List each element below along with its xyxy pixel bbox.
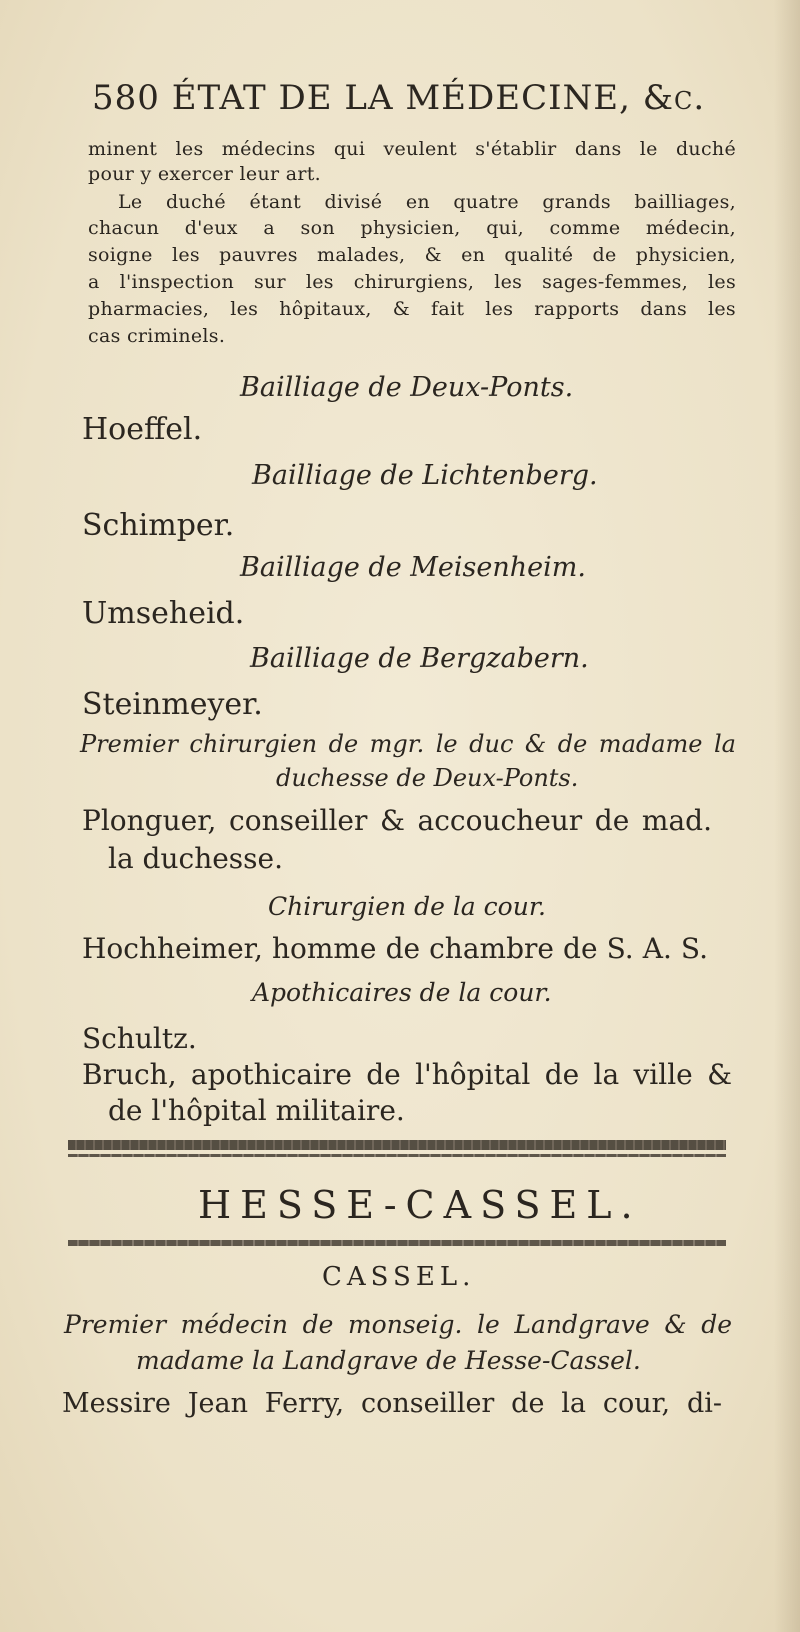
- section-heading: Bailliage de Deux-Ponts.: [240, 372, 574, 403]
- paragraph-line: pharmacies, les hôpitaux, & fait les rapports dans les: [88, 298, 736, 320]
- running-header: [92, 78, 705, 118]
- ornamental-rule-thin: [68, 1154, 726, 1157]
- section-heading: Chirurgien de la cour.: [268, 892, 546, 921]
- section-title: HESSE-CASSEL.: [198, 1183, 642, 1227]
- page-number: 580: [92, 78, 160, 118]
- section-heading: Apothicaires de la cour.: [252, 978, 552, 1007]
- paragraph-line: cas criminels.: [88, 325, 226, 347]
- person-name: Hoeffel.: [82, 412, 203, 447]
- paragraph-line: pour y exercer leur art.: [88, 163, 321, 185]
- person-name: Schimper.: [82, 508, 235, 543]
- paragraph-line: a l'inspection sur les chirurgiens, les sages-femmes, les: [88, 271, 736, 293]
- city-heading: CASSEL.: [322, 1262, 476, 1292]
- person-entry: la duchesse.: [108, 842, 283, 875]
- person-entry: Plonguer, conseiller & accoucheur de mad.: [82, 804, 712, 837]
- paragraph-line: Le duché étant divisé en quatre grands bailliages,: [118, 191, 736, 213]
- paragraph-line: chacun d'eux a son physicien, qui, comme médecin,: [88, 217, 736, 239]
- section-heading: Bailliage de Bergzabern.: [250, 643, 589, 674]
- section-heading: Premier médecin de monseig. le Landgrave & de: [64, 1310, 732, 1339]
- section-heading: Bailliage de Meisenheim.: [240, 552, 586, 583]
- paragraph-line: soigne les pauvres malades, & en qualité de physicien,: [88, 244, 736, 266]
- person-entry: Bruch, apothicaire de l'hôpital de la ville &: [82, 1058, 732, 1091]
- paragraph-line: minent les médecins qui veulent s'établir dans le duché: [88, 138, 736, 160]
- section-heading: Premier chirurgien de mgr. le duc & de madame la: [80, 730, 736, 758]
- person-name: Steinmeyer.: [82, 687, 263, 722]
- section-heading: madame la Landgrave de Hesse-Cassel.: [136, 1346, 641, 1375]
- person-entry: Messire Jean Ferry, conseiller de la cour, di-: [62, 1388, 722, 1419]
- person-name: Umseheid.: [82, 596, 245, 631]
- person-entry: Schultz.: [82, 1022, 197, 1055]
- person-entry: de l'hôpital militaire.: [108, 1094, 405, 1127]
- ornamental-rule: [68, 1240, 726, 1246]
- person-entry: Hochheimer, homme de chambre de S. A. S.: [82, 932, 708, 965]
- section-heading: duchesse de Deux-Ponts.: [276, 764, 579, 792]
- ornamental-rule: [68, 1140, 726, 1150]
- running-title: ÉTAT DE LA MÉDECINE, &c.: [171, 78, 706, 118]
- page-gutter-shadow: [774, 0, 800, 1632]
- section-heading: Bailliage de Lichtenberg.: [252, 460, 598, 491]
